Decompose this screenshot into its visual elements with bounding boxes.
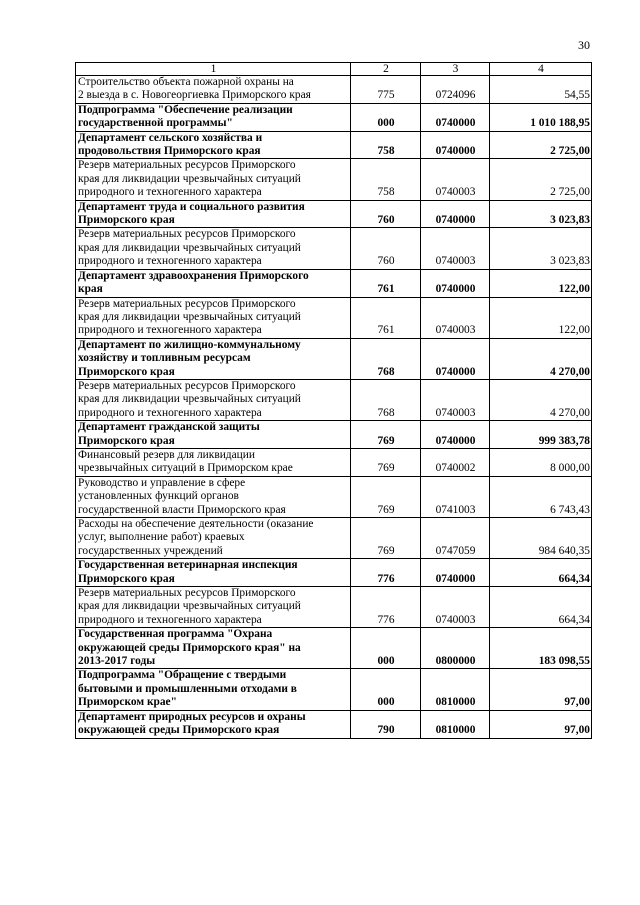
row-target-article-cell: 0740003 xyxy=(421,159,490,200)
table-row xyxy=(76,338,592,379)
row-name-cell: Департамент здравоохранения Приморского края xyxy=(76,269,351,297)
row-name-cell: Департамент природных ресурсов и охраны окружающей среды Приморского края xyxy=(76,710,351,738)
row-department-code-cell: 761 xyxy=(351,269,421,297)
row-department-code-cell: 769 xyxy=(351,518,421,559)
row-target-article-cell: 0747059 xyxy=(421,518,490,559)
column-header-4: 4 xyxy=(490,63,592,76)
row-name-cell: Государственная программа "Охрана окружающей среды Приморского края" на 2013-2017 годы xyxy=(76,628,351,669)
budget-table xyxy=(75,62,592,739)
row-amount-cell: 2 725,00 xyxy=(490,131,592,159)
table-row xyxy=(76,159,592,200)
row-amount-cell: 97,00 xyxy=(490,669,592,710)
column-header-3: 3 xyxy=(421,63,490,76)
row-name-cell: Подпрограмма "Обеспечение реализации государственной программы" xyxy=(76,103,351,131)
row-target-article-cell: 0740000 xyxy=(421,559,490,587)
row-name-cell: Департамент по жилищно-коммунальному хозяйству и топливным ресурсам Приморского края xyxy=(76,338,351,379)
row-name-cell: Государственная ветеринарная инспекция Приморского края xyxy=(76,559,351,587)
table-row xyxy=(76,76,592,104)
row-department-code-cell: 761 xyxy=(351,297,421,338)
row-amount-cell: 8 000,00 xyxy=(490,448,592,476)
row-department-code-cell: 768 xyxy=(351,379,421,420)
table-row xyxy=(76,710,592,738)
row-department-code-cell: 000 xyxy=(351,103,421,131)
row-amount-cell: 664,34 xyxy=(490,587,592,628)
table-row xyxy=(76,628,592,669)
table-row xyxy=(76,379,592,420)
row-target-article-cell: 0740000 xyxy=(421,338,490,379)
row-target-article-cell: 0740003 xyxy=(421,587,490,628)
row-department-code-cell: 760 xyxy=(351,200,421,228)
row-target-article-cell: 0740000 xyxy=(421,131,490,159)
row-amount-cell: 1 010 188,95 xyxy=(490,103,592,131)
table-row xyxy=(76,559,592,587)
row-name-cell: Департамент гражданской защиты Приморского края xyxy=(76,421,351,449)
row-department-code-cell: 769 xyxy=(351,421,421,449)
row-amount-cell: 3 023,83 xyxy=(490,228,592,269)
row-target-article-cell: 0740000 xyxy=(421,200,490,228)
row-name-cell: Резерв материальных ресурсов Приморского края для ликвидации чрезвычайных ситуаций природного и техногенного характера xyxy=(76,587,351,628)
row-target-article-cell: 0740003 xyxy=(421,228,490,269)
table-header-row xyxy=(76,63,592,76)
table-row xyxy=(76,448,592,476)
row-amount-cell: 664,34 xyxy=(490,559,592,587)
row-amount-cell: 97,00 xyxy=(490,710,592,738)
row-department-code-cell: 758 xyxy=(351,131,421,159)
row-name-cell: Резерв материальных ресурсов Приморского края для ликвидации чрезвычайных ситуаций природного и техногенного характера xyxy=(76,297,351,338)
row-department-code-cell: 769 xyxy=(351,476,421,517)
row-amount-cell: 122,00 xyxy=(490,297,592,338)
row-department-code-cell: 000 xyxy=(351,628,421,669)
row-name-cell: Резерв материальных ресурсов Приморского края для ликвидации чрезвычайных ситуаций природного и техногенного характера xyxy=(76,228,351,269)
row-name-cell: Департамент труда и социального развития Приморского края xyxy=(76,200,351,228)
table-row xyxy=(76,228,592,269)
row-target-article-cell: 0800000 xyxy=(421,628,490,669)
row-department-code-cell: 769 xyxy=(351,448,421,476)
row-amount-cell: 4 270,00 xyxy=(490,338,592,379)
row-target-article-cell: 0740002 xyxy=(421,448,490,476)
table-row xyxy=(76,131,592,159)
row-target-article-cell: 0740003 xyxy=(421,379,490,420)
row-name-cell: Финансовый резерв для ликвидации чрезвычайных ситуаций в Приморском крае xyxy=(76,448,351,476)
row-department-code-cell: 775 xyxy=(351,76,421,104)
row-department-code-cell: 760 xyxy=(351,228,421,269)
row-name-cell: Резерв материальных ресурсов Приморского края для ликвидации чрезвычайных ситуаций природного и техногенного характера xyxy=(76,159,351,200)
column-header-1: 1 xyxy=(76,63,351,76)
row-amount-cell: 2 725,00 xyxy=(490,159,592,200)
row-amount-cell: 54,55 xyxy=(490,76,592,104)
row-name-cell: Резерв материальных ресурсов Приморского края для ликвидации чрезвычайных ситуаций природного и техногенного характера xyxy=(76,379,351,420)
row-department-code-cell: 776 xyxy=(351,587,421,628)
row-name-cell: Расходы на обеспечение деятельности (оказание услуг, выполнение работ) краевых государственных учреждений xyxy=(76,518,351,559)
table-row xyxy=(76,200,592,228)
row-department-code-cell: 758 xyxy=(351,159,421,200)
table-row xyxy=(76,103,592,131)
row-target-article-cell: 0741003 xyxy=(421,476,490,517)
row-target-article-cell: 0740003 xyxy=(421,297,490,338)
table-row xyxy=(76,476,592,517)
table-row xyxy=(76,518,592,559)
column-header-2: 2 xyxy=(351,63,421,76)
table-row xyxy=(76,669,592,710)
table-row xyxy=(76,297,592,338)
row-amount-cell: 3 023,83 xyxy=(490,200,592,228)
row-amount-cell: 183 098,55 xyxy=(490,628,592,669)
row-name-cell: Строительство объекта пожарной охраны на 2 выезда в с. Новогеоргиевка Приморского края xyxy=(76,76,351,104)
row-department-code-cell: 000 xyxy=(351,669,421,710)
row-amount-cell: 6 743,43 xyxy=(490,476,592,517)
row-department-code-cell: 776 xyxy=(351,559,421,587)
row-target-article-cell: 0810000 xyxy=(421,710,490,738)
row-target-article-cell: 0724096 xyxy=(421,76,490,104)
page-number: 30 xyxy=(578,38,590,52)
table-row xyxy=(76,421,592,449)
row-target-article-cell: 0740000 xyxy=(421,269,490,297)
row-amount-cell: 999 383,78 xyxy=(490,421,592,449)
row-department-code-cell: 790 xyxy=(351,710,421,738)
row-amount-cell: 984 640,35 xyxy=(490,518,592,559)
budget-table-body xyxy=(76,63,592,739)
row-target-article-cell: 0740000 xyxy=(421,103,490,131)
row-amount-cell: 4 270,00 xyxy=(490,379,592,420)
row-name-cell: Руководство и управление в сфере установленных функций органов государственной власти Приморского края xyxy=(76,476,351,517)
row-target-article-cell: 0810000 xyxy=(421,669,490,710)
row-target-article-cell: 0740000 xyxy=(421,421,490,449)
table-row xyxy=(76,587,592,628)
row-name-cell: Подпрограмма "Обращение с твердыми бытовыми и промышленными отходами в Приморском крае" xyxy=(76,669,351,710)
row-amount-cell: 122,00 xyxy=(490,269,592,297)
row-department-code-cell: 768 xyxy=(351,338,421,379)
table-row xyxy=(76,269,592,297)
row-name-cell: Департамент сельского хозяйства и продовольствия Приморского края xyxy=(76,131,351,159)
